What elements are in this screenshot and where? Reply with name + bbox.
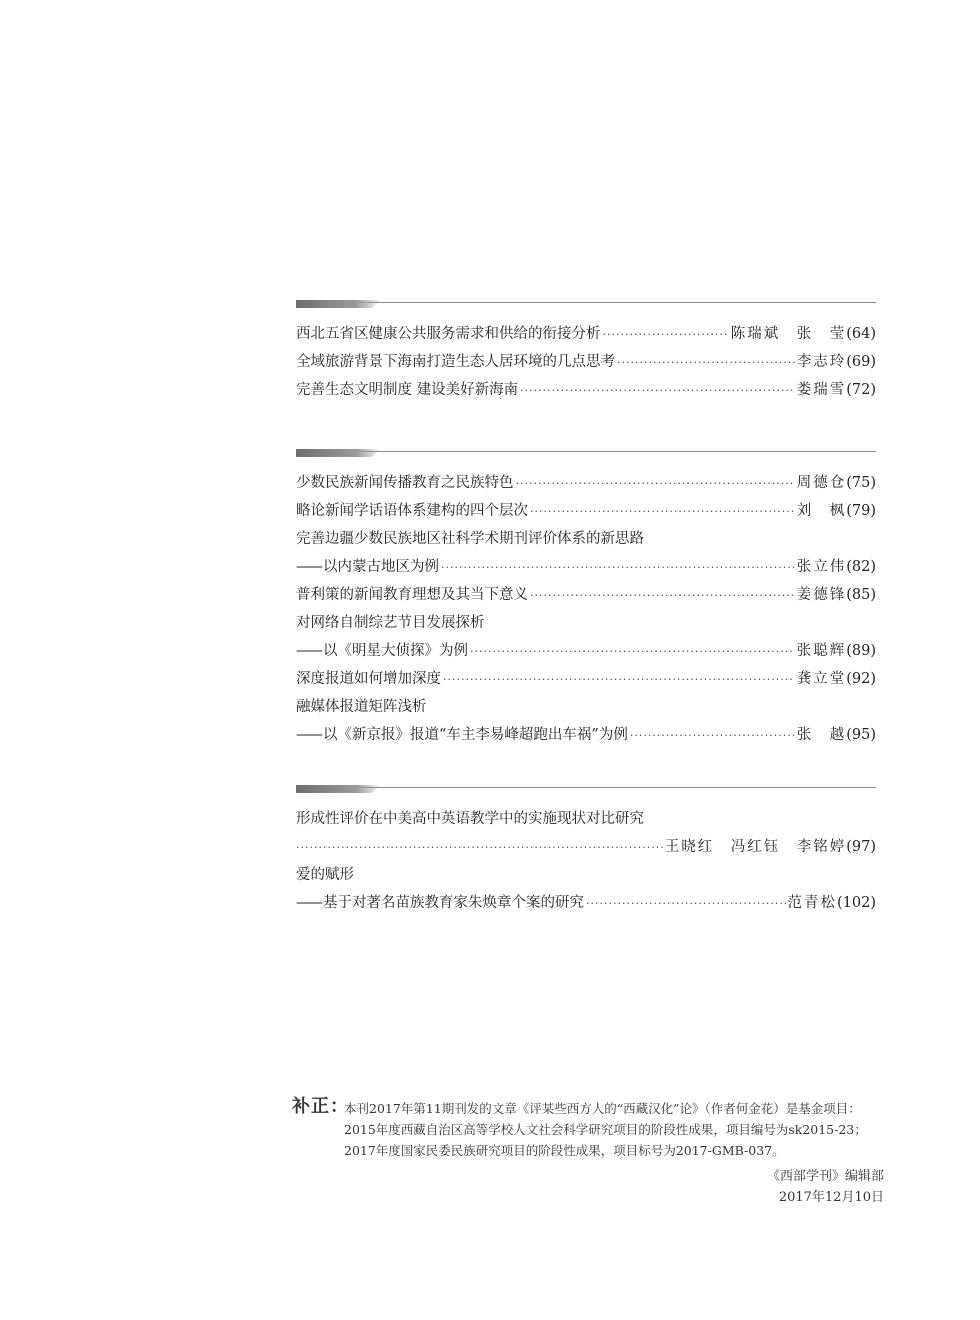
toc-entry[interactable] (296, 376, 876, 404)
entry-page: (89) (846, 643, 876, 659)
toc-entry[interactable] (296, 497, 876, 525)
signature-date: 2017年12月10日 (778, 1190, 884, 1205)
toc-entry-title-only[interactable] (296, 861, 876, 889)
toc-entry-subtitle[interactable] (296, 553, 876, 581)
erratum-label: 补正： (292, 1096, 349, 1117)
dot-leader (470, 638, 795, 666)
entry-author: 范青松 (787, 895, 837, 911)
entry-title: 爱的赋形 (296, 867, 354, 883)
entry-page: (69) (846, 354, 876, 370)
entry-page: (72) (846, 382, 876, 398)
signature-org: 《西部学刊》编辑部 (766, 1169, 884, 1184)
toc-entry[interactable] (296, 581, 876, 609)
toc-entry-subtitle[interactable] (296, 889, 876, 917)
entry-title: 融媒体报道矩阵浅析 (296, 699, 427, 715)
dot-leader (630, 722, 795, 750)
section-divider (296, 785, 876, 795)
dot-leader (443, 666, 795, 694)
erratum-notice (292, 1098, 884, 1161)
entry-author: 娄瑞雪 (796, 382, 847, 398)
entry-title: 形成性评价在中美高中英语教学中的实施现状对比研究 (296, 811, 644, 827)
entry-page: (75) (846, 475, 876, 491)
entry-title: 对网络自制综艺节目发展探析 (296, 615, 485, 631)
toc-entry-title-only[interactable] (296, 525, 876, 553)
entry-author: 王晓红 冯红钰 李铭婷 (664, 839, 847, 855)
entry-author: 张立伟 (796, 559, 847, 575)
entry-author: 陈瑞斌 张 莹 (730, 326, 847, 342)
dot-leader (296, 834, 663, 862)
entry-page: (85) (846, 587, 876, 603)
toc-entry[interactable] (296, 665, 876, 693)
entry-page: (102) (837, 895, 876, 911)
entry-author: 周德仓 (796, 475, 847, 491)
entry-author: 张 越 (796, 727, 847, 743)
toc-entry-leader[interactable] (296, 833, 876, 861)
toc-entry[interactable] (296, 469, 876, 497)
entry-subtitle: —— 基于对著名苗族教育家朱焕章个案的研究 (296, 895, 584, 911)
entry-subtitle: —— 以内蒙古地区为例 (296, 559, 439, 575)
entry-author: 李志玲 (796, 354, 847, 370)
erratum-text: 本刊2017年第11期刊发的文章《评某些西方人的“西藏汉化”论》（作者何金花）是基金项目：2015年度西藏自治区高等学校人文社会科学研究项目的阶段性成果，项目编号为sk2015-23；2017年度国家民委民族研究项目的阶段性成果，项目标号为2017-GMB-037。 (344, 1101, 867, 1158)
toc-entry-title-only[interactable] (296, 609, 876, 637)
entry-page: (64) (846, 326, 876, 342)
editorial-signature (767, 1166, 884, 1208)
dot-leader (617, 349, 795, 377)
entry-author: 姜德锋 (796, 587, 847, 603)
entry-title: 深度报道如何增加深度 (296, 671, 441, 687)
entry-author: 张聪辉 (796, 643, 847, 659)
toc-entry-subtitle[interactable] (296, 721, 876, 749)
dot-leader (530, 582, 795, 610)
toc-entry[interactable] (296, 348, 876, 376)
entry-page: (79) (846, 503, 876, 519)
toc-entry-title-only[interactable] (296, 805, 876, 833)
entry-subtitle: —— 以《新京报》报道“车主李易峰超跑出车祸”为例 (296, 727, 628, 743)
entry-title: 全域旅游背景下海南打造生态人居环境的几点思考 (296, 354, 615, 370)
entry-page: (82) (846, 559, 876, 575)
dot-leader (516, 470, 795, 498)
dot-leader (530, 498, 795, 526)
dot-leader (586, 890, 786, 918)
toc-entry-subtitle[interactable] (296, 637, 876, 665)
toc-entry[interactable] (296, 320, 876, 348)
entry-title: 完善生态文明制度 建设美好新海南 (296, 382, 519, 398)
dot-leader (441, 554, 795, 582)
toc-section-2 (296, 449, 876, 749)
entry-author: 龚立堂 (796, 671, 847, 687)
entry-page: (95) (846, 727, 876, 743)
section-divider (296, 300, 876, 310)
entry-title: 普利策的新闻教育理想及其当下意义 (296, 587, 528, 603)
toc-entry-title-only[interactable] (296, 693, 876, 721)
entry-subtitle: —— 以《明星大侦探》为例 (296, 643, 468, 659)
toc-section-1 (296, 300, 876, 404)
entry-title: 完善边疆少数民族地区社科学术期刊评价体系的新思路 (296, 531, 644, 547)
entry-title: 西北五省区健康公共服务需求和供给的衔接分析 (296, 326, 601, 342)
entry-title: 略论新闻学话语体系建构的四个层次 (296, 503, 528, 519)
entry-page: (92) (846, 671, 876, 687)
dot-leader (603, 321, 729, 349)
entry-author: 刘 枫 (796, 503, 847, 519)
entry-title: 少数民族新闻传播教育之民族特色 (296, 475, 514, 491)
dot-leader (520, 377, 795, 405)
entry-page: (97) (846, 839, 876, 855)
section-divider (296, 449, 876, 459)
toc-section-3 (296, 785, 876, 917)
